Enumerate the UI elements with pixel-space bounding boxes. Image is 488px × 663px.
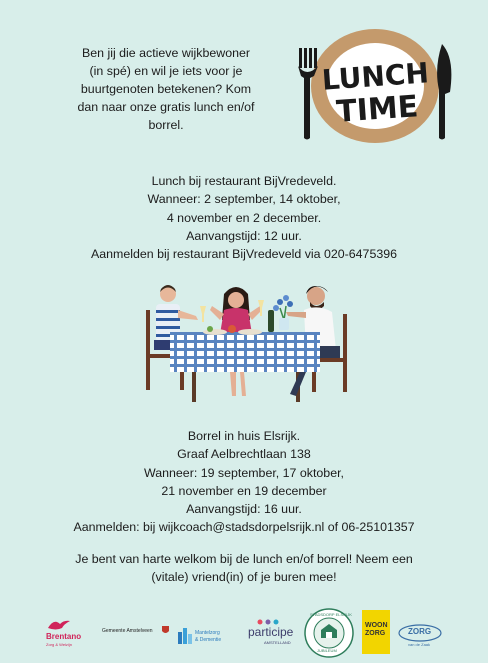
intro-line: buurtgenoten betekenen? Kom	[80, 82, 252, 96]
lunch-dates: 4 november en 2 december.	[166, 210, 322, 225]
woonzorg-logo	[362, 610, 390, 654]
crest-icon	[162, 626, 169, 635]
logo-text-time: TIME	[335, 89, 420, 130]
lunch-title: Lunch bij restaurant BijVredeveld.	[151, 174, 337, 188]
woonzorg-line2: ZORG	[365, 630, 386, 637]
borrel-info	[0, 427, 488, 537]
welcome-line: Je bent van harte welkom bij de lunch en/of borrel! Neem een	[75, 552, 413, 566]
wine-bottle	[268, 310, 274, 332]
welcome-line: (vitale) vriend(in) of je buren mee!	[151, 569, 337, 584]
people-at-table-illustration	[140, 280, 355, 405]
bird-icon	[46, 618, 72, 632]
mantelzorg-logo	[178, 628, 236, 650]
brentano-subtitle: Zorg & Welzijn	[46, 642, 72, 647]
logo-text-lunch: LUNCH	[320, 56, 430, 97]
intro-line: Ben jij die actieve wijkbewoner	[81, 46, 251, 60]
gemeente-logo	[102, 626, 172, 640]
woonzorg-line1: WOON	[365, 622, 388, 629]
borrel-dates: Wanneer: 19 september, 17 oktober,	[144, 465, 344, 480]
mantelzorg-icon	[178, 628, 192, 644]
mantelzorg-name: Mantelzorg	[195, 630, 220, 636]
lunch-dates: Wanneer: 2 september, 14 oktober,	[147, 192, 341, 207]
middle-person	[210, 287, 262, 334]
zorg-subtitle: van de Zaak	[408, 642, 431, 647]
intro-line: dan naar onze gratis lunch en/of	[77, 100, 255, 114]
intro-line: (in spé) en wil je iets voor je	[89, 64, 243, 78]
lunch-info	[0, 172, 488, 263]
welcome-text	[0, 551, 488, 586]
zorg-name: ZORG	[408, 627, 432, 636]
participe-subtitle: AMSTELLAND	[264, 640, 291, 645]
intro-line: borrel.	[148, 118, 184, 132]
intro-text	[46, 44, 286, 134]
borrel-address: Graaf Aelbrechtlaan 138	[177, 447, 311, 462]
borrel-title: Borrel in huis Elsrijk.	[187, 429, 301, 443]
lunch-start-time: Aanvangstijd: 12 uur.	[186, 228, 302, 243]
lunch-time-logo	[292, 28, 458, 146]
participe-logo	[246, 618, 302, 648]
sponsor-logos	[0, 606, 488, 658]
participe-name: participe	[248, 625, 294, 639]
wine-glass	[200, 306, 206, 322]
borrel-dates: 21 november en 19 december	[161, 483, 327, 498]
middle-person-legs	[230, 372, 246, 396]
seal-bottom-text: JUBILEUM	[317, 648, 337, 653]
lunch-signup: Aanmelden bij restaurant BijVredeveld via 020-6475396	[90, 247, 398, 262]
mantelzorg-subtitle: & Dementie	[195, 637, 222, 643]
brentano-logo	[42, 618, 92, 648]
borrel-start-time: Aanvangstijd: 16 uur.	[186, 502, 302, 517]
gemeente-name: Gemeente Amstelveen	[102, 628, 153, 634]
borrel-signup: Aanmelden: bij wijkcoach@stadsdorpelsrijk.nl of 06-25101357	[73, 520, 415, 535]
stadsdorp-elsrijk-seal	[304, 608, 354, 658]
knife-icon	[437, 44, 451, 140]
zorg-van-de-zaak-logo	[398, 624, 444, 648]
seal-top-text: STADSDORP ELSRIJK	[310, 612, 352, 617]
brentano-name: Brentano	[46, 632, 82, 641]
